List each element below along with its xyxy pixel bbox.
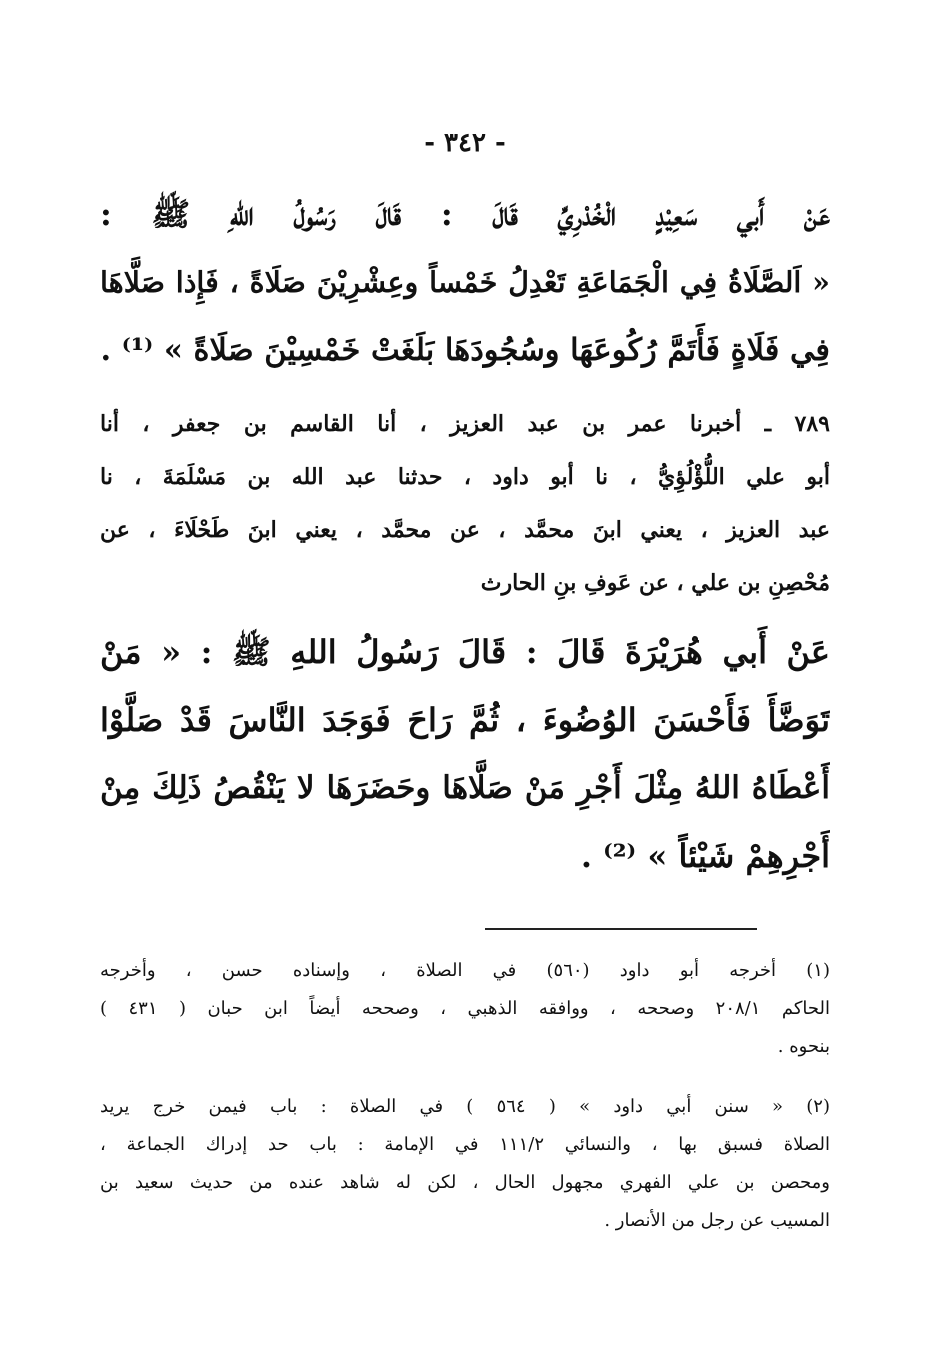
footnote-2: [100, 1088, 830, 1240]
hadith-2-line-1: عَنْ أَبي هُرَيْرَةَ قَالَ : قَالَ رَسُولُ اللهِ ﷺ : « مَنْ: [100, 633, 830, 671]
footnote-1-line-2: الحاكم ٢٠٨/١ وصححه ، ووافقه الذهبي ، وصححه أيضاً ابن حبان ( ٤٣١ ): [100, 998, 830, 1019]
isnad-789-line-2: أبو علي اللُّؤْلُؤِيُّ ، نا أبو داود ، حدثنا عبد الله بن مَسْلَمَةَ ، نا: [100, 464, 830, 490]
footnote-2-line-3: ومحصن بن علي الفهري مجهول الحال ، لكن له شاهد عنده من حديث سعيد بن: [100, 1172, 830, 1193]
footnote-1-line-3: بنحوه .: [777, 1036, 830, 1057]
footnote-1-line-1: (١) أخرجه أبو داود (٥٦٠) في الصلاة ، وإسناده حسن ، وأخرجه: [100, 960, 830, 981]
footnote-2-line-1: (٢) « سنن أبي داود » ( ٥٦٤ ) في الصلاة : باب فيمن خرج يريد: [100, 1096, 830, 1117]
hadith-1-line-2: « اَلصَّلَاةُ فِي الْجَمَاعَةِ تَعْدِلُ خَمْساً وعِشْرِيْنَ صَلَاةً ، فَإِذا صَلَّاهَا: [100, 265, 830, 299]
footnote-2-line-2: الصلاة فسبق بها ، والنسائي ١١١/٢ في الإمامة : باب حد إدراك الجماعة ،: [100, 1134, 830, 1155]
hadith-1-line-1: عَنْ أَبي سَعِيْدٍ الْخُدْرِيِّ قَالَ : قَالَ رَسُولُ اللهِ ﷺ :: [100, 195, 830, 233]
footnote-2-line-4: المسيب عن رجل من الأنصار .: [604, 1210, 830, 1231]
page-number: - ٣٤٢ -: [424, 128, 506, 158]
footnote-separator: [485, 928, 757, 930]
isnad-789-text: [100, 398, 830, 610]
hadith-1-line-3: فِي فَلَاةٍ فَأَتَمَّ رُكُوعَهَا وسُجُودَهَا بَلَغَتْ خَمْسِيْنَ صَلَاةً » ⁽¹⁾ .: [100, 332, 830, 368]
isnad-789-line-1: ٧٨٩ ـ أخبرنا عمر بن عبد العزيز ، أنا القاسم بن جعفر ، أنا: [100, 411, 830, 437]
hadith-1-text: [100, 180, 830, 384]
hadith-2-text: [100, 618, 830, 890]
footnote-1: [100, 952, 830, 1066]
hadith-2-line-2: تَوَضَّأَ فَأَحْسَنَ الوُضُوءَ ، ثُمَّ رَاحَ فَوَجَدَ النَّاسَ قَدْ صَلَّوْا: [100, 701, 830, 739]
hadith-2-line-3: أَعْطَاهُ اللهُ مِثْلَ أَجْرِ مَنْ صَلَّاهَا وحَضَرَهَا لا يَنْقُصُ ذَلِكَ مِنْ: [100, 770, 830, 806]
isnad-789-line-3: عبد العزيز ، يعني ابنَ محمَّد ، عن محمَّد ، يعني ابنَ طَحْلَاءَ ، عن: [100, 517, 830, 543]
hadith-2-line-4: أَجْرِهِمْ شَيْئاً » ⁽²⁾ .: [580, 837, 830, 875]
isnad-789-line-4: مُحْصِنِ بن علي ، عن عَوفِ بنِ الحارث: [480, 570, 830, 596]
